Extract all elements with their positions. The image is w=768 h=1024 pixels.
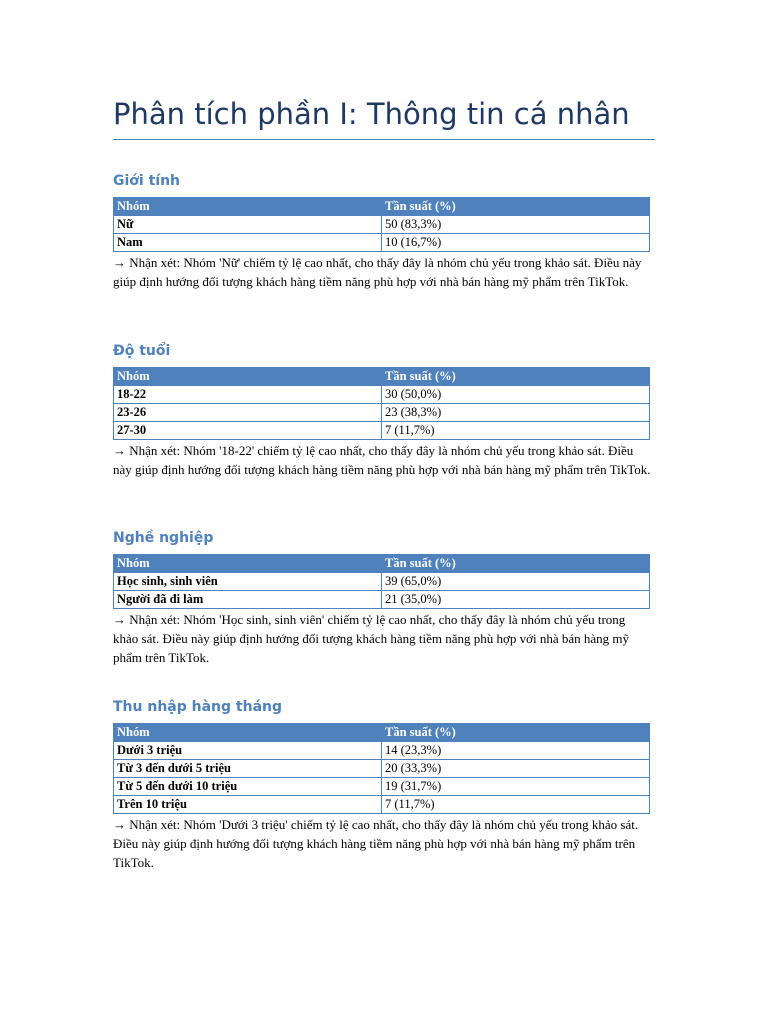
section-income bbox=[113, 696, 653, 872]
column-header-group: Nhóm bbox=[114, 368, 382, 386]
frequency-cell: 50 (83,3%) bbox=[382, 216, 650, 234]
section-heading: Thu nhập hàng tháng bbox=[113, 699, 283, 715]
group-cell: Từ 3 đến dưới 5 triệu bbox=[114, 760, 382, 778]
table-header-row bbox=[114, 198, 650, 216]
frequency-table bbox=[113, 367, 650, 440]
title-underline bbox=[113, 139, 655, 140]
frequency-cell: 14 (23,3%) bbox=[382, 742, 650, 760]
table-row bbox=[114, 796, 650, 814]
frequency-table bbox=[113, 723, 650, 814]
group-cell: Dưới 3 triệu bbox=[114, 742, 382, 760]
table-row bbox=[114, 404, 650, 422]
column-header-group: Nhóm bbox=[114, 724, 382, 742]
frequency-cell: 39 (65,0%) bbox=[382, 573, 650, 591]
group-cell: Người đã đi làm bbox=[114, 591, 382, 609]
frequency-cell: 30 (50,0%) bbox=[382, 386, 650, 404]
group-cell: 27-30 bbox=[114, 422, 382, 440]
table-row bbox=[114, 742, 650, 760]
column-header-frequency: Tần suất (%) bbox=[382, 724, 650, 742]
column-header-frequency: Tần suất (%) bbox=[382, 368, 650, 386]
table-row bbox=[114, 573, 650, 591]
section-occupation bbox=[113, 527, 653, 667]
analysis-note: → Nhận xét: Nhóm 'Nữ' chiếm tỷ lệ cao nhất, cho thấy đây là nhóm chủ yếu trong khảo sát. Điều này giúp định hướng đối tượng khách hàng tiềm năng phù hợp với nhà bán hàng mỹ phẩm trên TikTok. bbox=[113, 255, 642, 289]
group-cell: Nữ bbox=[114, 216, 382, 234]
analysis-note: → Nhận xét: Nhóm 'Dưới 3 triệu' chiếm tỷ lệ cao nhất, cho thấy đây là nhóm chủ yếu trong khảo sát. Điều này giúp định hướng đối tượng khách hàng tiềm năng phù hợp với nhà bán hàng mỹ phẩm trên TikTok. bbox=[113, 817, 639, 870]
group-cell: Trên 10 triệu bbox=[114, 796, 382, 814]
section-heading: Nghề nghiệp bbox=[113, 530, 214, 546]
table-row bbox=[114, 422, 650, 440]
frequency-cell: 20 (33,3%) bbox=[382, 760, 650, 778]
column-header-frequency: Tần suất (%) bbox=[382, 555, 650, 573]
frequency-cell: 7 (11,7%) bbox=[382, 796, 650, 814]
table-header-row bbox=[114, 724, 650, 742]
frequency-table bbox=[113, 197, 650, 252]
frequency-cell: 21 (35,0%) bbox=[382, 591, 650, 609]
section-age bbox=[113, 340, 653, 479]
table-row bbox=[114, 760, 650, 778]
table-header-row bbox=[114, 368, 650, 386]
column-header-group: Nhóm bbox=[114, 555, 382, 573]
frequency-cell: 23 (38,3%) bbox=[382, 404, 650, 422]
section-heading: Độ tuổi bbox=[113, 343, 171, 359]
group-cell: Từ 5 đến dưới 10 triệu bbox=[114, 778, 382, 796]
table-row bbox=[114, 778, 650, 796]
column-header-frequency: Tần suất (%) bbox=[382, 198, 650, 216]
table-header-row bbox=[114, 555, 650, 573]
group-cell: 23-26 bbox=[114, 404, 382, 422]
table-row bbox=[114, 216, 650, 234]
section-gender bbox=[113, 170, 653, 291]
group-cell: Nam bbox=[114, 234, 382, 252]
frequency-table bbox=[113, 554, 650, 609]
section-heading: Giới tính bbox=[113, 173, 181, 189]
frequency-cell: 7 (11,7%) bbox=[382, 422, 650, 440]
analysis-note: → Nhận xét: Nhóm 'Học sinh, sinh viên' chiếm tỷ lệ cao nhất, cho thấy đây là nhóm chủ yếu trong khảo sát. Điều này giúp định hướng đối tượng khách hàng tiềm năng phù hợp với nhà bán hàng mỹ phẩm trên TikTok. bbox=[113, 612, 630, 665]
frequency-cell: 19 (31,7%) bbox=[382, 778, 650, 796]
group-cell: 18-22 bbox=[114, 386, 382, 404]
table-row bbox=[114, 234, 650, 252]
analysis-note: → Nhận xét: Nhóm '18-22' chiếm tỷ lệ cao nhất, cho thấy đây là nhóm chủ yếu trong khảo sát. Điều này giúp định hướng đối tượng khách hàng tiềm năng phù hợp với nhà bán hàng mỹ phẩm trên TikTok. bbox=[113, 443, 651, 477]
column-header-group: Nhóm bbox=[114, 198, 382, 216]
group-cell: Học sinh, sinh viên bbox=[114, 573, 382, 591]
page-title: Phân tích phần I: Thông tin cá nhân bbox=[113, 97, 630, 131]
table-row bbox=[114, 386, 650, 404]
table-row bbox=[114, 591, 650, 609]
frequency-cell: 10 (16,7%) bbox=[382, 234, 650, 252]
